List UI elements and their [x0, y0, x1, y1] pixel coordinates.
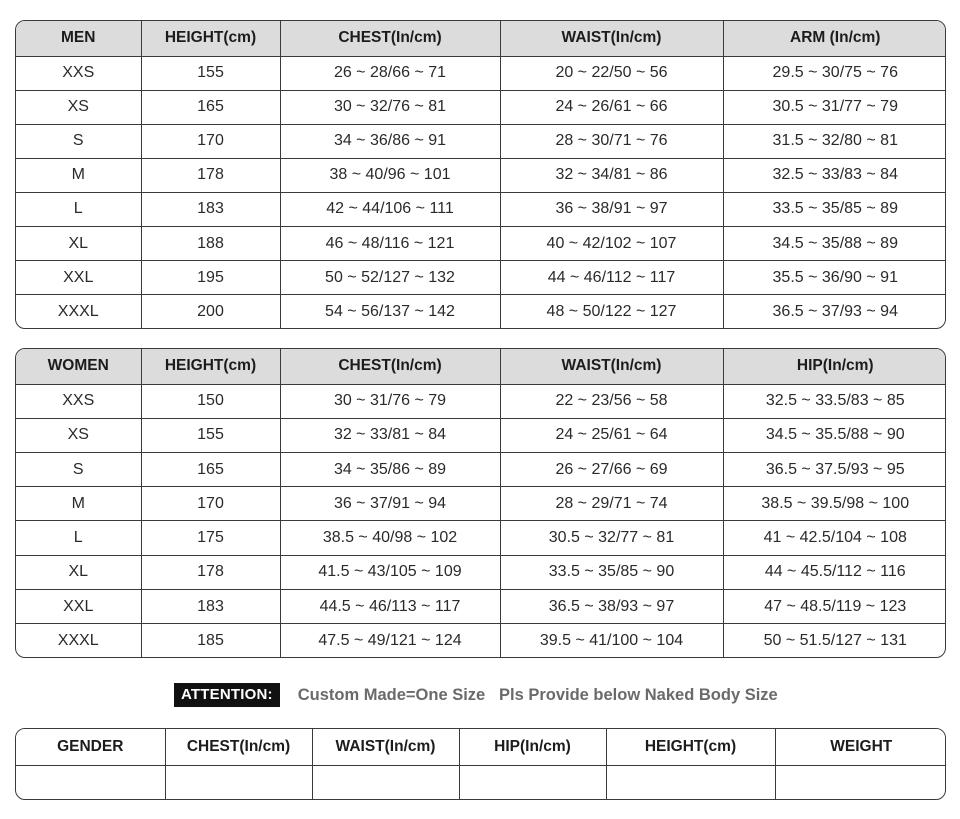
women-header-row	[16, 349, 946, 384]
gender-header: GENDER	[16, 729, 165, 765]
weight-header: WEIGHT	[775, 729, 946, 765]
women-size-table-container	[15, 348, 946, 658]
table-cell: 32 ~ 33/81 ~ 84	[280, 418, 500, 452]
men-col-waist-header: WAIST(In/cm)	[500, 21, 723, 56]
table-cell: 178	[141, 158, 280, 192]
table-cell: 36.5 ~ 38/93 ~ 97	[500, 589, 723, 623]
men-table-body	[16, 56, 946, 328]
size-label-cell: XS	[16, 418, 141, 452]
table-cell: 38.5 ~ 39.5/98 ~ 100	[723, 487, 946, 521]
height-header: HEIGHT(cm)	[606, 729, 775, 765]
men-col-arm-header: ARM (In/cm)	[723, 21, 946, 56]
table-cell: 175	[141, 521, 280, 555]
table-row	[16, 487, 946, 521]
table-row	[16, 624, 946, 657]
size-label-cell: XS	[16, 90, 141, 124]
table-cell: 38.5 ~ 40/98 ~ 102	[280, 521, 500, 555]
table-cell: 29.5 ~ 30/75 ~ 76	[723, 56, 946, 90]
attention-badge: ATTENTION:	[174, 683, 280, 707]
table-row	[16, 261, 946, 295]
men-col-height-header: HEIGHT(cm)	[141, 21, 280, 56]
size-label-cell: S	[16, 452, 141, 486]
table-row	[16, 158, 946, 192]
table-cell: 195	[141, 261, 280, 295]
table-cell: 165	[141, 90, 280, 124]
size-label-cell: M	[16, 158, 141, 192]
women-col-hip-header: HIP(In/cm)	[723, 349, 946, 384]
table-cell: 188	[141, 227, 280, 261]
size-label-cell: L	[16, 192, 141, 226]
size-label-cell: M	[16, 487, 141, 521]
table-cell: 39.5 ~ 41/100 ~ 104	[500, 624, 723, 657]
table-cell: 170	[141, 124, 280, 158]
custom-form-header-row	[16, 729, 946, 765]
size-label-cell: XXXL	[16, 295, 141, 328]
table-cell: 48 ~ 50/122 ~ 127	[500, 295, 723, 328]
table-row	[16, 555, 946, 589]
table-cell: 47.5 ~ 49/121 ~ 124	[280, 624, 500, 657]
table-row	[16, 418, 946, 452]
table-cell: 26 ~ 28/66 ~ 71	[280, 56, 500, 90]
table-row	[16, 295, 946, 328]
table-cell: 155	[141, 418, 280, 452]
table-row	[16, 521, 946, 555]
table-cell: 30.5 ~ 32/77 ~ 81	[500, 521, 723, 555]
table-cell: 50 ~ 51.5/127 ~ 131	[763, 631, 907, 649]
table-cell: 150	[141, 384, 280, 418]
hip-input-cell[interactable]	[459, 765, 606, 799]
table-cell: 170	[141, 487, 280, 521]
size-label-cell: XXXL	[16, 624, 141, 657]
women-col-chest-header: CHEST(In/cm)	[280, 349, 500, 384]
women-col-size-header: WOMEN	[16, 349, 141, 384]
table-cell: 36 ~ 37/91 ~ 94	[280, 487, 500, 521]
table-cell: 40 ~ 42/102 ~ 107	[500, 227, 723, 261]
custom-size-form-container	[15, 728, 946, 800]
table-cell: 34.5 ~ 35/88 ~ 89	[723, 227, 946, 261]
table-cell: 44 ~ 45.5/112 ~ 116	[723, 555, 946, 589]
table-cell: 200	[141, 295, 280, 328]
table-cell: 38 ~ 40/96 ~ 101	[280, 158, 500, 192]
size-label-cell: S	[16, 124, 141, 158]
table-cell: 35.5 ~ 36/90 ~ 91	[723, 261, 946, 295]
table-cell: 34 ~ 36/86 ~ 91	[280, 124, 500, 158]
men-col-chest-header: CHEST(In/cm)	[280, 21, 500, 56]
table-cell: 20 ~ 22/50 ~ 56	[500, 56, 723, 90]
table-cell: 24 ~ 26/61 ~ 66	[500, 90, 723, 124]
height-input-cell[interactable]	[606, 765, 775, 799]
table-row	[16, 124, 946, 158]
table-cell: 36.5 ~ 37.5/93 ~ 95	[723, 452, 946, 486]
attention-text: Custom Made=One Size Pls Provide below Naked Body Size	[297, 685, 778, 704]
table-row	[16, 56, 946, 90]
table-cell: 185	[141, 624, 280, 657]
chest-header: CHEST(In/cm)	[165, 729, 312, 765]
table-row	[16, 192, 946, 226]
gender-input-cell[interactable]	[16, 765, 165, 799]
size-label-cell: XL	[16, 555, 141, 589]
size-label-cell: XL	[16, 227, 141, 261]
table-row	[16, 384, 946, 418]
table-row	[16, 452, 946, 486]
hip-header: HIP(In/cm)	[459, 729, 606, 765]
size-label-cell: XXL	[16, 589, 141, 623]
table-cell: 46 ~ 48/116 ~ 121	[280, 227, 500, 261]
custom-size-form	[16, 729, 946, 799]
table-cell: 26 ~ 27/66 ~ 69	[500, 452, 723, 486]
table-cell: 47 ~ 48.5/119 ~ 123	[723, 589, 946, 623]
men-col-size-header: MEN	[16, 21, 141, 56]
table-row	[16, 589, 946, 623]
table-cell: 22 ~ 23/56 ~ 58	[500, 384, 723, 418]
chest-input-cell[interactable]	[165, 765, 312, 799]
women-size-table	[16, 349, 946, 657]
table-row	[16, 90, 946, 124]
table-cell: 41 ~ 42.5/104 ~ 108	[723, 521, 946, 555]
men-size-table	[16, 21, 946, 328]
table-cell: 34.5 ~ 35.5/88 ~ 90	[723, 418, 946, 452]
table-cell: 34 ~ 35/86 ~ 89	[280, 452, 500, 486]
table-cell: 36.5 ~ 37/93 ~ 94	[772, 302, 898, 320]
table-cell: 24 ~ 25/61 ~ 64	[500, 418, 723, 452]
weight-input-cell[interactable]	[775, 765, 946, 799]
table-cell: 32.5 ~ 33.5/83 ~ 85	[723, 384, 946, 418]
table-cell: 28 ~ 30/71 ~ 76	[500, 124, 723, 158]
size-label-cell: L	[16, 521, 141, 555]
table-cell: 33.5 ~ 35/85 ~ 89	[723, 192, 946, 226]
table-cell: 165	[141, 452, 280, 486]
table-cell: 28 ~ 29/71 ~ 74	[500, 487, 723, 521]
custom-form-input-row	[16, 765, 946, 799]
table-row	[16, 227, 946, 261]
table-cell: 183	[141, 589, 280, 623]
table-cell: 50 ~ 52/127 ~ 132	[280, 261, 500, 295]
table-cell: 31.5 ~ 32/80 ~ 81	[723, 124, 946, 158]
table-cell: 41.5 ~ 43/105 ~ 109	[280, 555, 500, 589]
size-label-cell: XXS	[16, 384, 141, 418]
women-col-height-header: HEIGHT(cm)	[141, 349, 280, 384]
waist-header: WAIST(In/cm)	[312, 729, 459, 765]
table-cell: 32.5 ~ 33/83 ~ 84	[723, 158, 946, 192]
table-cell: 155	[141, 56, 280, 90]
table-cell: 33.5 ~ 35/85 ~ 90	[500, 555, 723, 589]
women-col-waist-header: WAIST(In/cm)	[500, 349, 723, 384]
table-cell: 178	[141, 555, 280, 589]
attention-notice	[174, 683, 778, 707]
table-cell: 30 ~ 32/76 ~ 81	[280, 90, 500, 124]
men-header-row	[16, 21, 946, 56]
size-label-cell: XXL	[16, 261, 141, 295]
table-cell: 36 ~ 38/91 ~ 97	[500, 192, 723, 226]
men-size-table-container	[15, 20, 946, 329]
table-cell: 183	[141, 192, 280, 226]
table-cell: 54 ~ 56/137 ~ 142	[280, 295, 500, 328]
women-table-body	[16, 384, 946, 657]
table-cell: 32 ~ 34/81 ~ 86	[500, 158, 723, 192]
table-cell: 42 ~ 44/106 ~ 111	[280, 192, 500, 226]
table-cell: 44 ~ 46/112 ~ 117	[500, 261, 723, 295]
table-cell: 44.5 ~ 46/113 ~ 117	[280, 589, 500, 623]
table-cell: 30 ~ 31/76 ~ 79	[280, 384, 500, 418]
waist-input-cell[interactable]	[312, 765, 459, 799]
size-label-cell: XXS	[16, 56, 141, 90]
table-cell: 30.5 ~ 31/77 ~ 79	[723, 90, 946, 124]
